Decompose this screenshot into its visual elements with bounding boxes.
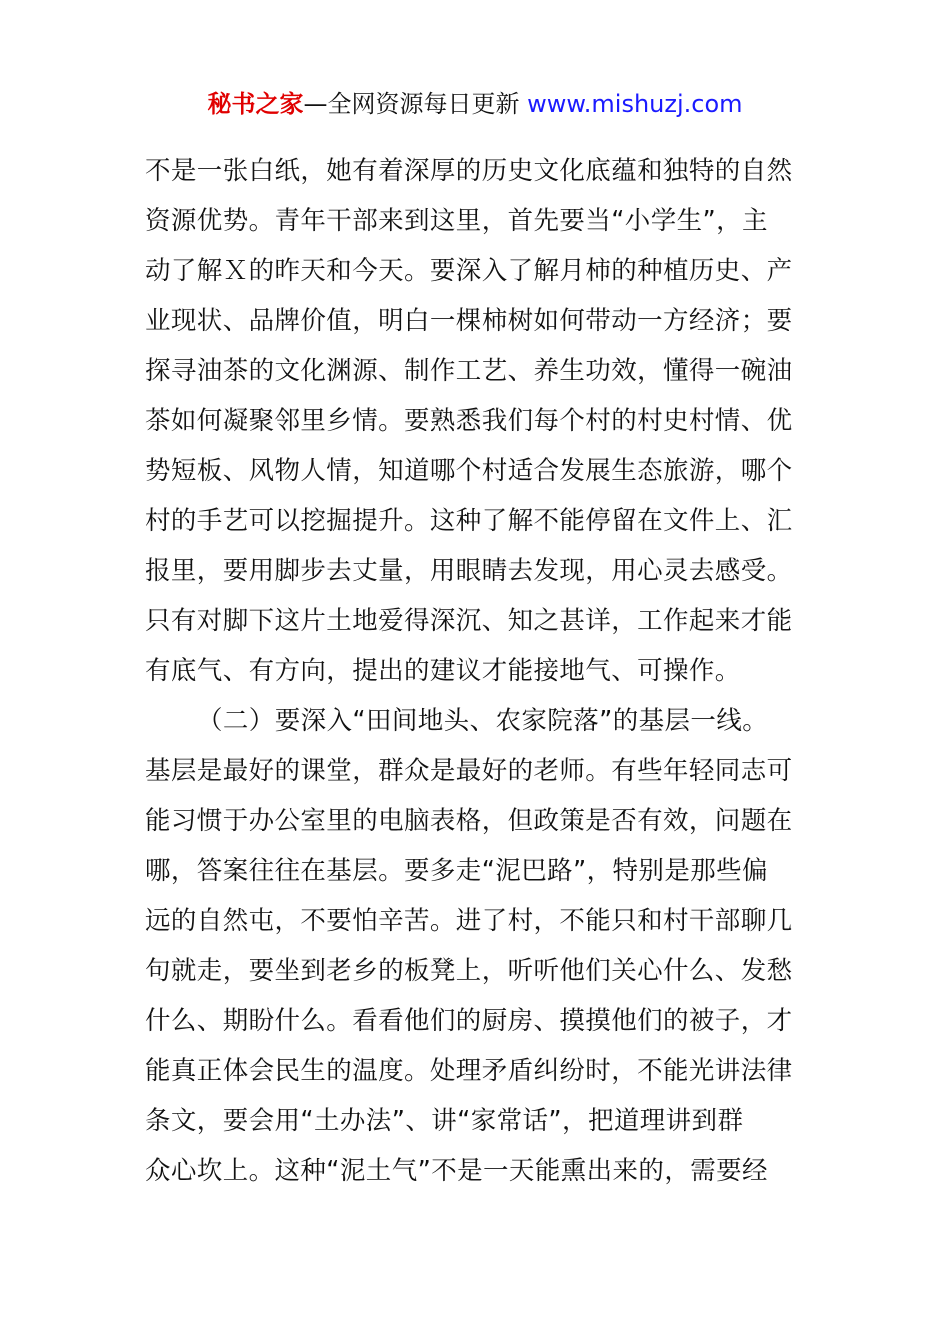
body-line: 什么、期盼什么。看看他们的厨房、摸摸他们的被子，才 — [145, 1006, 793, 1036]
body-line: 报里，要用脚步去丈量，用眼睛去发现，用心灵去感受。 — [145, 556, 793, 586]
body-line: 能真正体会民生的温度。处理矛盾纠纷时，不能光讲法律 — [145, 1056, 793, 1086]
body-line: 远的自然屯，不要怕辛苦。进了村，不能只和村干部聊几 — [145, 906, 793, 936]
body-line: 村的手艺可以挖掘提升。这种了解不能停留在文件上、汇 — [145, 506, 793, 536]
header-site-link[interactable]: www.mishuzj.com — [527, 90, 743, 118]
document-body — [145, 146, 810, 1196]
body-line: 哪，答案往往在基层。要多走“泥巴路”，特别是那些偏 — [145, 856, 768, 886]
body-line: 业现状、品牌价值，明白一棵柿树如何带动一方经济；要 — [145, 306, 793, 336]
body-line: 资源优势。青年干部来到这里，首先要当“小学生”，主 — [145, 206, 768, 236]
body-line: 能习惯于办公室里的电脑表格，但政策是否有效，问题在 — [145, 806, 793, 836]
body-line: 句就走，要坐到老乡的板凳上，听听他们关心什么、发愁 — [145, 956, 793, 986]
header-tagline: —全网资源每日更新 — [303, 90, 520, 118]
body-line: 只有对脚下这片土地爱得深沉、知之甚详，工作起来才能 — [145, 606, 793, 636]
header-brand: 秘书之家 — [207, 90, 304, 118]
body-line: 有底气、有方向，提出的建议才能接地气、可操作。 — [145, 656, 741, 686]
body-line: 不是一张白纸，她有着深厚的历史文化底蕴和独特的自然 — [145, 156, 793, 186]
body-line: 茶如何凝聚邻里乡情。要熟悉我们每个村的村史村情、优 — [145, 406, 793, 436]
body-line: 探寻油茶的文化渊源、制作工艺、养生功效，懂得一碗油 — [145, 356, 793, 386]
body-line: 基层是最好的课堂，群众是最好的老师。有些年轻同志可 — [145, 756, 793, 786]
page-header — [0, 86, 950, 122]
body-line: 势短板、风物人情，知道哪个村适合发展生态旅游，哪个 — [145, 456, 793, 486]
section-heading: （二）要深入“田间地头、农家院落”的基层一线。 — [197, 706, 769, 736]
body-line: 众心坎上。这种“泥土气”不是一天能熏出来的，需要经 — [145, 1156, 768, 1186]
body-line: 条文，要会用“土办法”、讲“家常话”，把道理讲到群 — [145, 1106, 744, 1136]
body-line: 动了解Ｘ的昨天和今天。要深入了解月柿的种植历史、产 — [145, 256, 793, 286]
